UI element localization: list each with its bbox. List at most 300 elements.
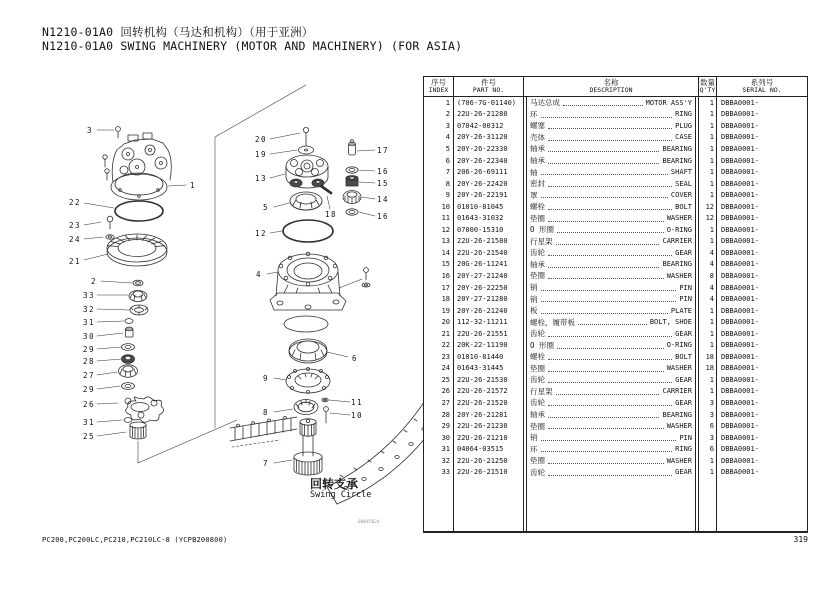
dot-leader xyxy=(548,140,672,141)
bolt-10 xyxy=(324,407,329,423)
ring-31-lower xyxy=(124,418,132,423)
qty-cell: 3 xyxy=(699,397,717,409)
description-inner xyxy=(526,374,696,386)
callout-leader xyxy=(329,400,350,402)
description-inner xyxy=(526,282,696,294)
serial-cell: DBBA0001- xyxy=(721,133,759,142)
callout-leader xyxy=(97,386,120,389)
callout-leader xyxy=(359,182,375,183)
part-no-cell: 20Y-26-21281 xyxy=(454,409,524,421)
table-row xyxy=(424,201,807,213)
callout-number: 26 xyxy=(82,400,96,409)
description-zh: 环 xyxy=(530,109,538,119)
serial-cell: DBBA0001- xyxy=(721,98,759,107)
qty-cell: 1 xyxy=(699,132,717,144)
qty-cell: 12 xyxy=(699,212,717,224)
part-no-cell: 206-26-69111 xyxy=(454,166,524,178)
callouts-layer xyxy=(69,126,389,468)
callout-leader xyxy=(274,460,292,463)
description-cell xyxy=(524,247,699,259)
serial-cell: DBBA0001- xyxy=(721,422,759,431)
part-no-cell: 20K-22-11190 xyxy=(454,339,524,351)
part-no-cell: 112-32-11211 xyxy=(454,316,524,328)
serial-cell: DBBA0001- xyxy=(721,156,759,165)
description-en: CARRIER xyxy=(662,387,692,396)
callout-number: 33 xyxy=(82,291,96,300)
callout-number: 18 xyxy=(324,210,338,219)
bearing-6 xyxy=(289,339,327,363)
ring-31-upper xyxy=(125,319,133,324)
serial-cell: DBBA0001- xyxy=(721,306,759,315)
callout-leader xyxy=(168,185,186,186)
table-row xyxy=(424,155,807,167)
description-cell xyxy=(524,270,699,282)
description-cell xyxy=(524,236,699,248)
callout-number: 30 xyxy=(82,332,96,341)
description-inner xyxy=(526,443,696,455)
callout-leader xyxy=(97,347,121,349)
callout-leader xyxy=(270,174,285,178)
description-zh: 轴 xyxy=(530,167,538,177)
qty-cell: 3 xyxy=(699,432,717,444)
description-en: RING xyxy=(675,445,692,454)
description-cell xyxy=(524,143,699,155)
description-en: CARRIER xyxy=(662,237,692,246)
serial-cell: DBBA0001- xyxy=(721,168,759,177)
description-en: GEAR xyxy=(675,329,692,338)
qty-cell: 1 xyxy=(699,339,717,351)
serial-cell: DBBA0001- xyxy=(721,179,759,188)
dot-leader xyxy=(548,128,672,129)
callout-leader xyxy=(274,409,293,412)
callout-leader xyxy=(84,203,114,208)
serial-cell: DBBA0001- xyxy=(721,341,759,350)
index-cell: 19 xyxy=(424,305,454,317)
index-cell: 33 xyxy=(424,467,454,479)
description-zh: 销 xyxy=(530,294,538,304)
description-zh: 轴承 xyxy=(530,144,545,154)
bearing-28 xyxy=(122,355,135,364)
description-en: BEARING xyxy=(662,260,692,269)
callout-number: 15 xyxy=(376,179,390,188)
description-cell xyxy=(524,467,699,479)
construction-lines xyxy=(138,85,306,463)
description-en: BEARING xyxy=(662,144,692,153)
serial-cell: DBBA0001- xyxy=(721,121,759,130)
index-cell: 23 xyxy=(424,351,454,363)
description-inner xyxy=(526,467,696,479)
description-zh: 轴承 xyxy=(530,156,545,165)
qty-cell: 1 xyxy=(699,305,717,317)
description-cell xyxy=(524,201,699,213)
callout-number: 20 xyxy=(254,135,268,144)
index-cell: 12 xyxy=(424,224,454,236)
description-zh: 壳体 xyxy=(530,132,545,142)
serial-cell: DBBA0001- xyxy=(721,110,759,119)
table-row xyxy=(424,455,807,467)
table-row xyxy=(424,224,807,236)
description-en: PLUG xyxy=(675,121,692,130)
callout-number: 23 xyxy=(68,221,82,230)
plug-17 xyxy=(349,140,356,155)
qty-cell: 6 xyxy=(699,443,717,455)
serial-cell: DBBA0001- xyxy=(721,271,759,280)
qty-cell: 1 xyxy=(699,97,717,109)
index-cell: 16 xyxy=(424,270,454,282)
index-cell: 3 xyxy=(424,120,454,132)
dot-leader xyxy=(563,105,643,106)
callout-number: 7 xyxy=(262,459,270,468)
part-no-cell: 22U-26-21540 xyxy=(454,247,524,259)
description-zh: 板 xyxy=(530,306,538,316)
callout-number: 8 xyxy=(262,408,270,417)
callout-leader xyxy=(270,133,300,139)
table-row xyxy=(424,420,807,432)
description-cell xyxy=(524,282,699,294)
qty-cell: 1 xyxy=(699,236,717,248)
part-no-cell: 07042-00312 xyxy=(454,120,524,132)
callout-number: 12 xyxy=(254,229,268,238)
callout-number: 4 xyxy=(255,270,263,279)
dot-leader xyxy=(548,186,672,187)
description-inner xyxy=(526,259,696,271)
description-inner xyxy=(526,143,696,155)
callout-leader xyxy=(97,403,118,404)
part-no-cell: 22U-26-21210 xyxy=(454,432,524,444)
description-inner xyxy=(526,132,696,144)
description-cell xyxy=(524,155,699,167)
qty-cell: 1 xyxy=(699,143,717,155)
qty-cell: 8 xyxy=(699,270,717,282)
index-cell: 24 xyxy=(424,363,454,375)
part-no-cell: 20Y-27-21240 xyxy=(454,270,524,282)
description-inner xyxy=(526,109,696,121)
description-en: RING xyxy=(675,110,692,119)
table-row xyxy=(424,236,807,248)
description-zh: 垫圈 xyxy=(530,271,545,281)
dot-leader xyxy=(557,348,664,349)
dot-leader xyxy=(548,428,664,429)
callout-number: 27 xyxy=(82,371,96,380)
description-cell xyxy=(524,339,699,351)
part-no-cell: 20Y-26-22420 xyxy=(454,178,524,190)
index-cell: 14 xyxy=(424,247,454,259)
index-cell: 8 xyxy=(424,178,454,190)
description-cell xyxy=(524,374,699,386)
serial-cell: DBBA0001- xyxy=(721,225,759,234)
table-row xyxy=(424,247,807,259)
description-inner xyxy=(526,212,696,224)
part-no-cell: 20Y-26-22191 xyxy=(454,189,524,201)
description-cell xyxy=(524,443,699,455)
callout-number: 14 xyxy=(376,195,390,204)
table-row xyxy=(424,386,807,398)
bearing-21 xyxy=(107,234,167,266)
serial-cell: DBBA0001- xyxy=(721,214,759,223)
callout-leader xyxy=(101,281,132,283)
bolt-23 xyxy=(107,216,113,229)
description-zh: 垫圈 xyxy=(530,456,545,466)
table-row xyxy=(424,132,807,144)
washer-32 xyxy=(130,305,148,315)
callout-number: 24 xyxy=(68,235,82,244)
description-en: CASE xyxy=(675,133,692,142)
description-cell xyxy=(524,259,699,271)
part-no-cell: 04064-03515 xyxy=(454,443,524,455)
description-cell xyxy=(524,420,699,432)
dot-leader xyxy=(541,117,673,118)
dot-leader xyxy=(548,209,672,210)
dot-leader xyxy=(548,221,664,222)
qty-cell: 1 xyxy=(699,374,717,386)
exploded-diagram xyxy=(40,80,480,530)
callout-number: 9 xyxy=(262,374,270,383)
description-zh: 销 xyxy=(530,283,538,293)
description-en: BOLT, SHOE xyxy=(649,318,692,327)
part-no-cell: 22U-26-21510 xyxy=(454,467,524,479)
page-title-zh: N1210-01A0 回转机构（马达和机构）（用于亚洲） xyxy=(42,25,314,39)
description-zh: 垫圈 xyxy=(530,421,545,431)
description-en: WASHER xyxy=(666,271,692,280)
qty-cell: 18 xyxy=(699,363,717,375)
table-row xyxy=(424,351,807,363)
description-inner xyxy=(526,420,696,432)
index-cell: 27 xyxy=(424,397,454,409)
description-zh: 罩 xyxy=(530,190,538,200)
callout-number: 1 xyxy=(189,181,197,190)
dot-leader xyxy=(548,371,664,372)
table-row xyxy=(424,143,807,155)
part-no-cell: 01643-31445 xyxy=(454,363,524,375)
dot-leader xyxy=(541,313,668,314)
description-en: WASHER xyxy=(666,364,692,373)
table-row xyxy=(424,409,807,421)
serial-cell: DBBA0001- xyxy=(721,318,759,327)
description-inner xyxy=(526,155,696,167)
callout-number: 29 xyxy=(82,385,96,394)
serial-cell: DBBA0001- xyxy=(721,468,759,477)
description-en: WASHER xyxy=(666,456,692,465)
description-cell xyxy=(524,305,699,317)
serial-cell: DBBA0001- xyxy=(721,248,759,257)
callout-leader xyxy=(362,197,375,199)
serial-cell: DBBA0001- xyxy=(721,191,759,200)
header-serial-no: 系列号 SERIAL NO. xyxy=(742,78,782,95)
o-ring-12 xyxy=(283,220,333,242)
index-cell: 25 xyxy=(424,374,454,386)
serial-cell: DBBA0001- xyxy=(721,410,759,419)
qty-cell: 6 xyxy=(699,420,717,432)
description-zh: 马达总成 xyxy=(530,98,560,108)
table-row xyxy=(424,189,807,201)
table-row xyxy=(424,97,807,109)
index-cell: 9 xyxy=(424,189,454,201)
description-zh: 螺塞 xyxy=(530,121,545,131)
part-no-cell: 20Y-26-22340 xyxy=(454,155,524,167)
callout-leader xyxy=(270,231,282,233)
serial-cell: DBBA0001- xyxy=(721,283,759,292)
callout-number: 31 xyxy=(82,318,96,327)
description-inner xyxy=(526,120,696,132)
description-zh: 轴承 xyxy=(530,259,545,269)
description-en: MOTOR ASS'Y xyxy=(645,98,692,107)
callout-leader xyxy=(97,420,122,422)
qty-cell: 12 xyxy=(699,201,717,213)
qty-cell: 1 xyxy=(699,189,717,201)
serial-cell: DBBA0001- xyxy=(721,260,759,269)
dot-leader xyxy=(541,301,677,302)
description-en: PIN xyxy=(679,283,692,292)
index-cell: 28 xyxy=(424,409,454,421)
table-row xyxy=(424,432,807,444)
serial-cell: DBBA0001- xyxy=(721,144,759,153)
part-no-cell: 20Y-27-21280 xyxy=(454,293,524,305)
callout-leader xyxy=(357,150,375,151)
table-row xyxy=(424,178,807,190)
serial-cell: DBBA0001- xyxy=(721,398,759,407)
description-inner xyxy=(526,363,696,375)
qty-cell: 1 xyxy=(699,166,717,178)
qty-cell: 1 xyxy=(699,178,717,190)
table-row xyxy=(424,270,807,282)
table-row xyxy=(424,467,807,479)
callout-number: 6 xyxy=(351,354,359,363)
part-no-cell: 22U-26-21230 xyxy=(454,420,524,432)
table-body xyxy=(424,97,807,478)
washer-19 xyxy=(299,146,314,154)
dot-leader xyxy=(556,394,660,395)
description-zh: 环 xyxy=(530,444,538,454)
description-zh: 齿轮 xyxy=(530,398,545,408)
index-cell: 13 xyxy=(424,236,454,248)
table-row xyxy=(424,259,807,271)
description-en: O-RING xyxy=(666,341,692,350)
description-en: SHAFT xyxy=(670,168,692,177)
dot-leader xyxy=(548,475,672,476)
table-row xyxy=(424,316,807,328)
table-row xyxy=(424,166,807,178)
page-title xyxy=(42,26,462,53)
description-cell xyxy=(524,120,699,132)
part-no-cell: 22U-26-21280 xyxy=(454,109,524,121)
description-cell xyxy=(524,432,699,444)
description-zh: 行星架 xyxy=(530,386,553,396)
pin-18 xyxy=(321,186,331,193)
table-row xyxy=(424,212,807,224)
description-en: COVER xyxy=(670,191,692,200)
description-en: GEAR xyxy=(675,398,692,407)
callout-number: 22 xyxy=(68,198,82,207)
parts-table xyxy=(423,76,808,533)
table-row xyxy=(424,109,807,121)
description-zh: 齿轮 xyxy=(530,375,545,385)
bearing-14 xyxy=(343,191,361,204)
dot-leader xyxy=(541,290,677,291)
callout-number: 16 xyxy=(376,167,390,176)
dot-leader xyxy=(548,278,664,279)
index-cell: 18 xyxy=(424,293,454,305)
dot-leader xyxy=(556,244,660,245)
washer-11 xyxy=(322,398,328,402)
index-cell: 30 xyxy=(424,432,454,444)
callout-leader xyxy=(270,150,297,154)
description-en: GEAR xyxy=(675,468,692,477)
table-row xyxy=(424,363,807,375)
page-number: 319 xyxy=(793,535,808,544)
header-qty: 数量 Q'TY xyxy=(699,78,716,95)
washer-29-lower xyxy=(122,383,135,390)
index-cell: 21 xyxy=(424,328,454,340)
index-cell: 10 xyxy=(424,201,454,213)
serial-cell: DBBA0001- xyxy=(721,352,759,361)
description-cell xyxy=(524,212,699,224)
qty-cell: 4 xyxy=(699,293,717,305)
qty-cell: 1 xyxy=(699,316,717,328)
qty-cell: 4 xyxy=(699,282,717,294)
description-cell xyxy=(524,386,699,398)
index-cell: 15 xyxy=(424,259,454,271)
callout-leader xyxy=(274,378,286,380)
description-inner xyxy=(526,189,696,201)
description-zh: O 形圈 xyxy=(530,340,555,350)
callout-leader xyxy=(84,222,101,225)
washer-29-upper xyxy=(122,344,135,351)
description-cell xyxy=(524,363,699,375)
serial-cell: DBBA0001- xyxy=(721,445,759,454)
header-index: 序号 INDEX xyxy=(424,77,454,96)
table-row xyxy=(424,120,807,132)
description-cell xyxy=(524,409,699,421)
serial-cell: DBBA0001- xyxy=(721,456,759,465)
serial-cell: DBBA0001- xyxy=(721,295,759,304)
qty-cell: 1 xyxy=(699,120,717,132)
callout-number: 19 xyxy=(254,150,268,159)
description-inner xyxy=(526,270,696,282)
index-cell: 7 xyxy=(424,166,454,178)
index-cell: 4 xyxy=(424,132,454,144)
description-cell xyxy=(524,397,699,409)
qty-cell: 1 xyxy=(699,467,717,479)
description-inner xyxy=(526,224,696,236)
description-en: O-RING xyxy=(666,225,692,234)
part-no-cell: 01643-31032 xyxy=(454,212,524,224)
description-zh: 密封 xyxy=(530,179,545,189)
index-cell: 5 xyxy=(424,143,454,155)
dot-leader xyxy=(548,417,659,418)
dot-leader xyxy=(548,255,672,256)
description-zh: 垫圈 xyxy=(530,363,545,373)
description-cell xyxy=(524,351,699,363)
callout-number: 11 xyxy=(350,398,364,407)
dot-leader xyxy=(541,197,668,198)
bearing-5 xyxy=(290,192,322,210)
qty-cell: 1 xyxy=(699,155,717,167)
dot-leader xyxy=(548,267,659,268)
qty-cell: 18 xyxy=(699,351,717,363)
o-ring-22 xyxy=(115,201,163,221)
description-cell xyxy=(524,97,699,109)
description-zh: 螺栓，履带板 xyxy=(530,317,575,327)
case-bolt xyxy=(364,268,369,280)
callout-number: 17 xyxy=(376,146,390,155)
dot-leader xyxy=(548,359,672,360)
description-inner xyxy=(526,201,696,213)
callout-number: 29 xyxy=(82,345,96,354)
description-inner xyxy=(526,409,696,421)
swing-circle-caption-en: Swing Circle xyxy=(310,490,372,500)
table-filler-row xyxy=(424,478,807,531)
table-header-row xyxy=(424,77,807,97)
